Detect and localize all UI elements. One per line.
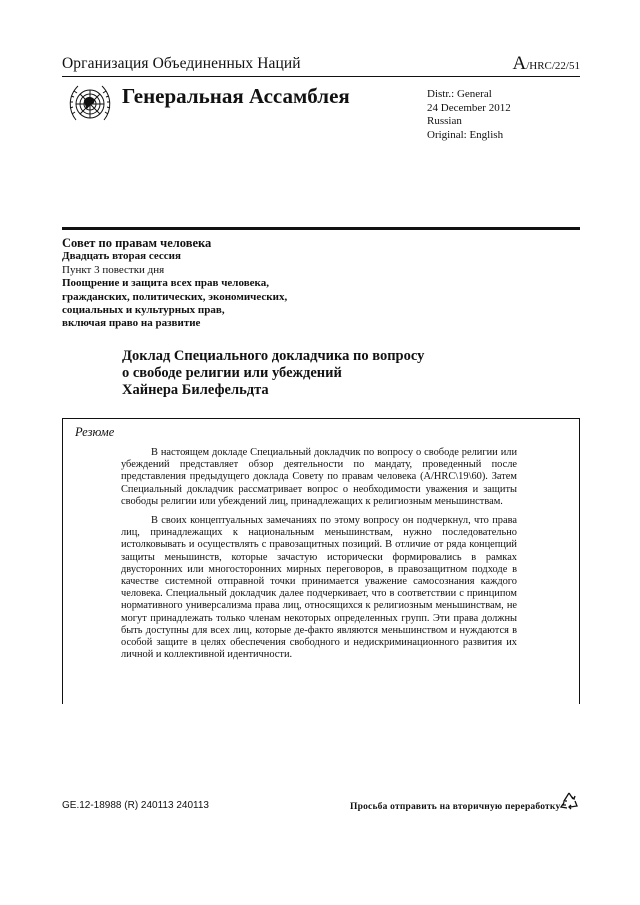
topic-line: включая право на развитие bbox=[62, 317, 201, 330]
summary-text bbox=[121, 447, 517, 668]
agenda-item-line: Пункт 3 повестки дня bbox=[62, 263, 165, 276]
summary-paragraph: В настоящем докладе Специальный докладчик по вопросу о свободе религии или убеждений представляет обзор деятельности по мандату, проведенный после представления предыдущего доклада Совету по правам человека (A/HRC\19\60). Затем Специальный докладчик рассматривает вопрос о необходимости уважения и защиты свободы религии или убеждений лиц, принадлежащих к религиозным меньшинствам. bbox=[121, 447, 517, 507]
organization-name: Организация Объединенных Наций bbox=[62, 55, 301, 72]
original-language-line: Original: English bbox=[427, 128, 504, 141]
header-rule bbox=[62, 76, 580, 77]
document-title-line: о свободе религии или убеждений bbox=[122, 365, 342, 381]
council-block bbox=[62, 237, 287, 331]
distr-line: Distr.: General bbox=[427, 88, 492, 100]
topic-line: Поощрение и защита всех прав человека, bbox=[62, 277, 269, 290]
session-line: Двадцать вторая сессия bbox=[62, 250, 181, 263]
document-title bbox=[122, 348, 424, 399]
recycle-icon bbox=[558, 790, 580, 812]
council-title: Совет по правам человека bbox=[62, 236, 212, 250]
document-symbol-initial: A bbox=[512, 53, 527, 74]
assembly-name: Генеральная Ассамблея bbox=[122, 84, 350, 108]
summary-box bbox=[62, 418, 580, 704]
date-line: 24 December 2012 bbox=[427, 101, 511, 114]
topic-line: гражданских, политических, экономических, bbox=[62, 290, 288, 303]
un-emblem-icon bbox=[66, 80, 114, 128]
language-line: Russian bbox=[427, 115, 462, 127]
document-job-number: GE.12-18988 (R) 240113 240113 bbox=[62, 800, 209, 811]
document-title-line: Доклад Специального докладчика по вопросу bbox=[122, 348, 425, 364]
header-bottom-rule bbox=[62, 227, 580, 230]
summary-paragraph: В своих концептуальных замечаниях по этому вопросу он подчеркнул, что права лиц, принадлежащих к национальным меньшинствам, нужно последовательно истолковывать и осуществлять с правозащитных позиций. В отличие от ряда концепций защиты меньшинств, которые зачастую исторически формировались в рамках двусторонних или многосторонних мирных переговоров, в правозащитном подходе в качестве системной отправной точки принимается уважение самосознания каждого человека. Специальный докладчик далее подчеркивает, что в соответствии с принципом нормативного универсализма права лиц, относящихся к религиозным меньшинствам, не могут принадлежать только членам некоторых определенных групп. Эти права должны быть доступны для всех лиц, которые де-факто являются меньшинством и нуждаются в особой защите в целях обеспечения свободного и недискриминационного развития их личной и коллективной идентичности. bbox=[121, 515, 517, 661]
summary-label: Резюме bbox=[75, 425, 115, 439]
document-title-line: Хайнера Билефельдта bbox=[122, 382, 269, 398]
recycle-note: Просьба отправить на вторичную переработку bbox=[350, 802, 561, 812]
document-symbol-number: /HRC/22/51 bbox=[526, 60, 580, 72]
document-symbol bbox=[512, 53, 580, 75]
topic-line: социальных и культурных прав, bbox=[62, 304, 225, 317]
distribution-block bbox=[427, 88, 511, 142]
